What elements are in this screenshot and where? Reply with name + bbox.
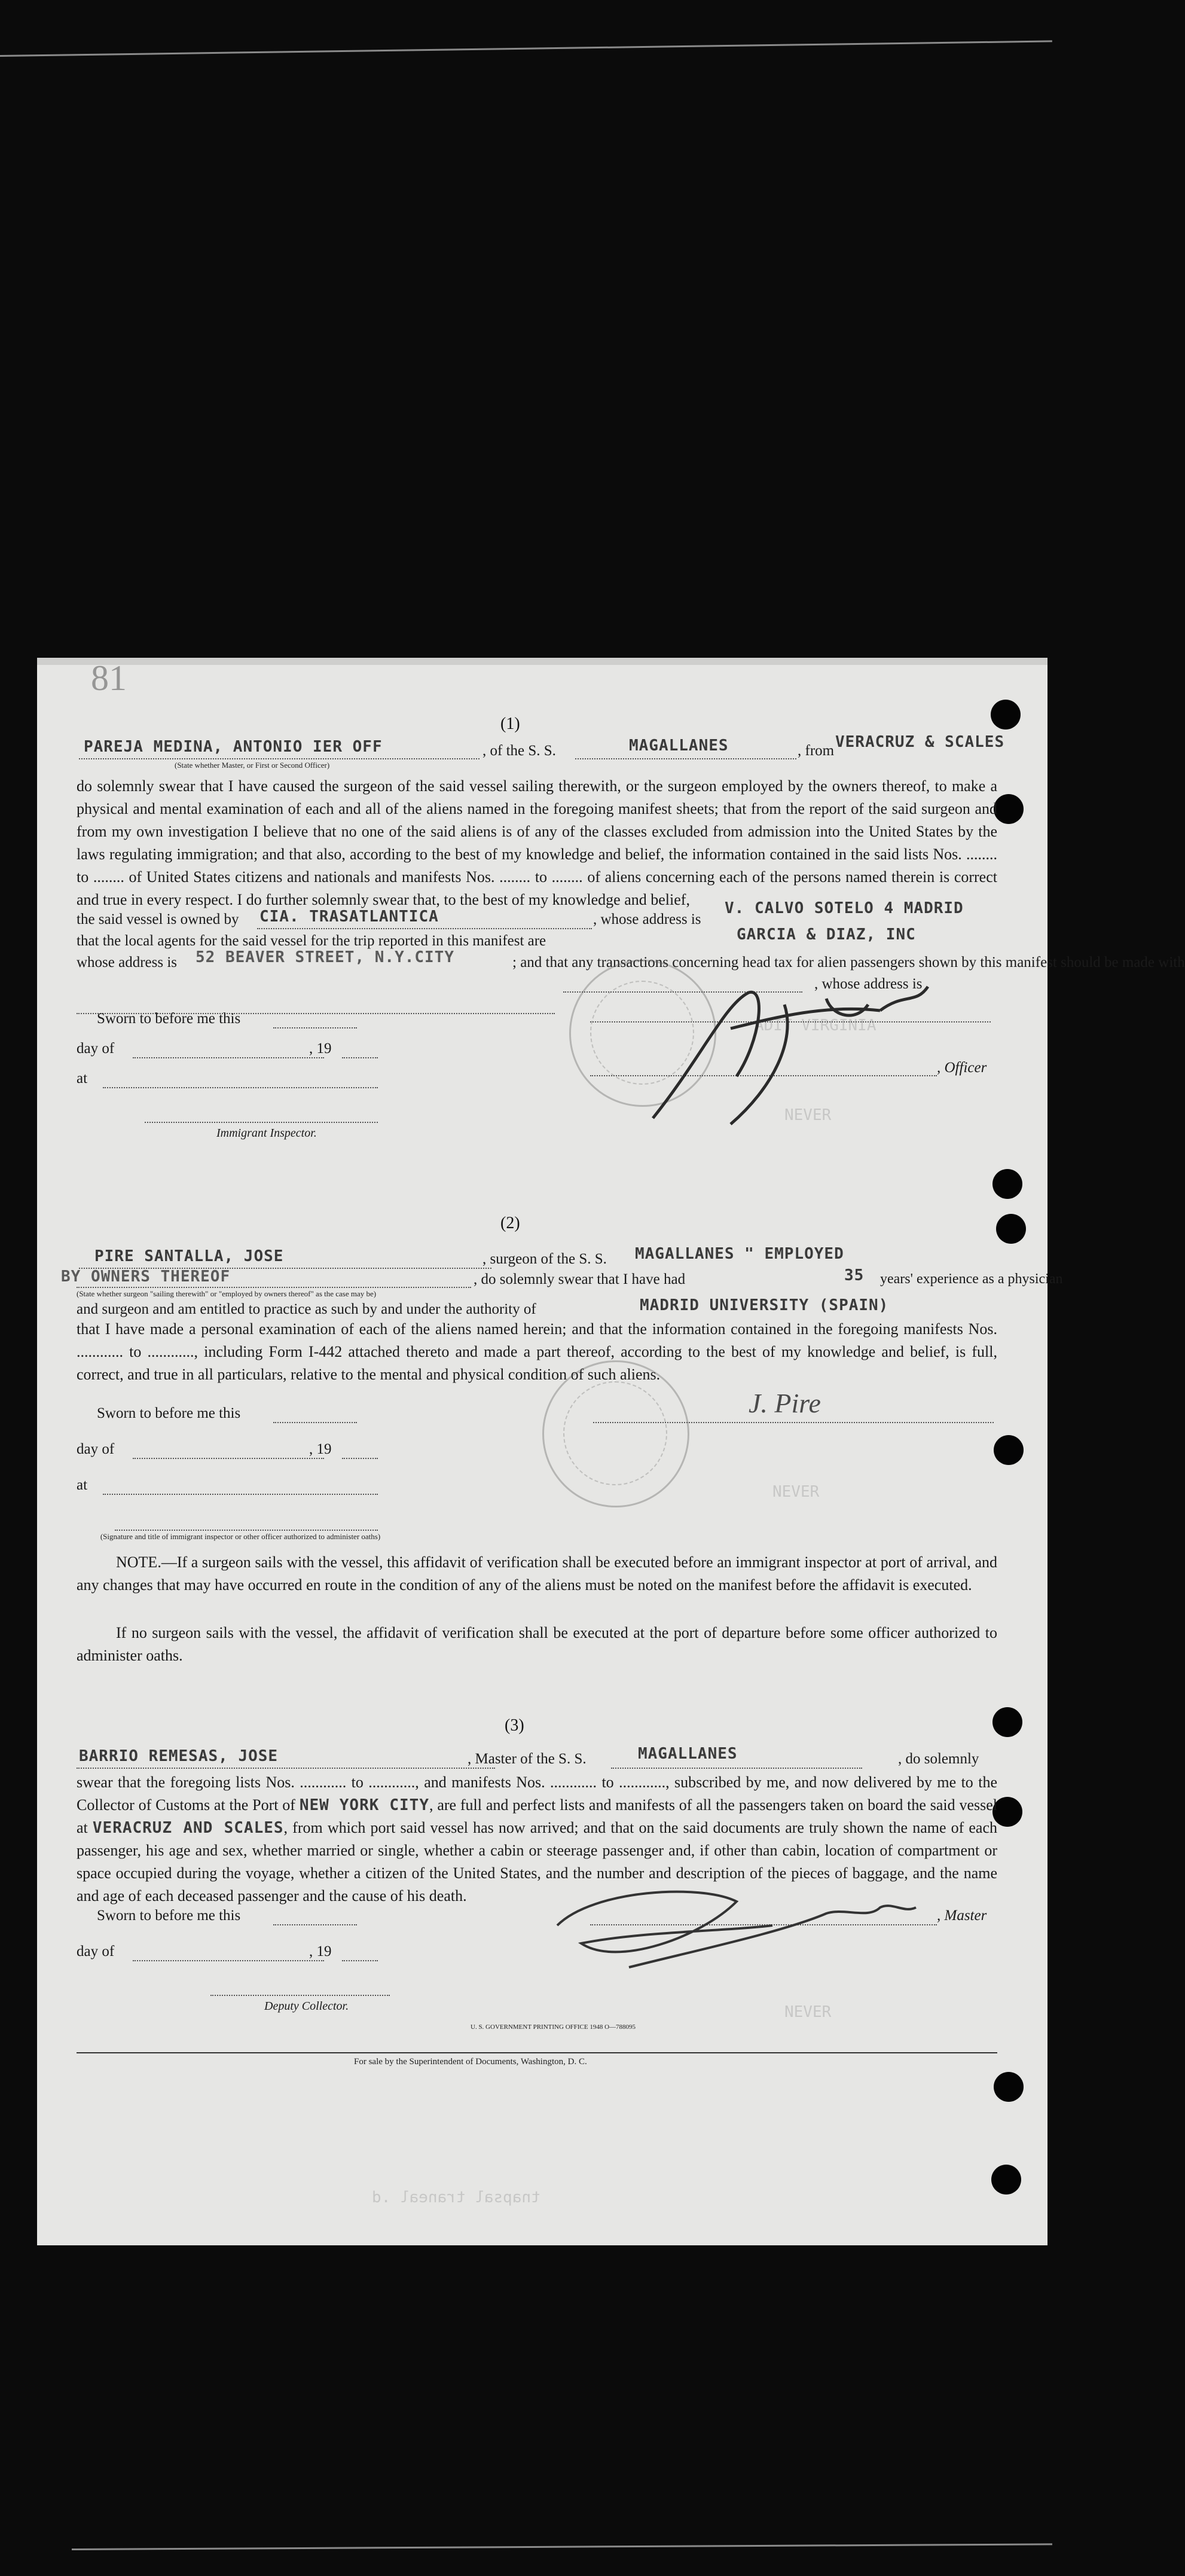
sworn-label: Sworn to before me this	[97, 1011, 241, 1027]
scan-top-edge	[0, 40, 1052, 57]
section-2-number: (2)	[500, 1214, 520, 1232]
day-of-label: day of	[77, 1040, 115, 1057]
sworn-line	[273, 1924, 357, 1925]
surgeon-signature: J. Pire	[749, 1388, 821, 1418]
owner-address: V. CALVO SOTELO 4 MADRID	[725, 899, 964, 917]
section-3-text-part-3: , from which port said vessel has now arrived; and that on the said documents are truly shown the name of each passenger, his age and sex, whether married or single, whether a cabin or steerage passenger and, if other than cabin, location of compartment or space occupied during the voyage, whether a citizen of the United States, and the number and description of the pieces of baggage, and the name and age of each deceased passenger and the cause of his death.	[77, 1819, 998, 1904]
from-label: , from	[798, 743, 835, 759]
footer-text: For sale by the Superintendent of Documents, Washington, D. C.	[354, 2057, 587, 2067]
section-1-oath-text: do solemnly swear that I have caused the surgeon of the said vessel sailing therewith, or the surgeon employed by the owners thereof, to make a physical and mental examination of each and all of the aliens named in the foregoing manifest sheets; that from the report of the said surgeon and from my own investigation I believe that no one of the said aliens is of any of the classes excluded from admission into the United States by the laws regulating immigration; and that also, according to the best of my knowledge and belief, the information contained in the said lists Nos. ........ to ........ of United States citizens and nationals and manifests Nos. ........ to ........ of aliens concerning each of the persons named therein is correct and true in every respect. I do further solemnly swear that, to the best of my knowledge and belief,	[77, 777, 997, 908]
vessel-line	[575, 758, 796, 759]
vessel-owner: CIA. TRASATLANTICA	[259, 908, 439, 926]
master-signature	[629, 969, 940, 1136]
employment-caption: (State whether surgeon "sailing therewith" or "employed by owners thereof" as the case may be)	[77, 1289, 377, 1298]
master-name: BARRIO REMESAS, JOSE	[79, 1747, 279, 1765]
officer-signature-line	[115, 1530, 378, 1531]
section-3-text-part-1: swear that the foregoing lists Nos. ............ to ............, and manifests Nos. ............ to ............, subscribed by me, and now delivered by me to the Collector of Customs at the Port of	[77, 1774, 997, 1814]
master-signature	[545, 1866, 928, 1985]
punch-hole	[991, 700, 1021, 730]
surgeon-vessel-status: MAGALLANES " EMPLOYED	[635, 1245, 844, 1263]
section-3-number: (3)	[505, 1716, 524, 1735]
sworn-label: Sworn to before me this	[97, 1907, 241, 1924]
employed-by-owners: BY OWNERS THEREOF	[61, 1268, 231, 1286]
day-line	[133, 1960, 324, 1961]
master-name-line	[79, 758, 480, 759]
day-line	[133, 1057, 324, 1058]
punch-hole	[994, 794, 1024, 824]
whose-address-is-label: , whose address is	[814, 976, 923, 992]
licensing-authority: MADRID UNIVERSITY (SPAIN)	[640, 1296, 889, 1314]
deputy-signature-line	[210, 1995, 390, 1996]
at-label: at	[77, 1070, 88, 1086]
at-label: at	[77, 1477, 88, 1493]
agents-label: that the local agents for the said vessel for the trip reported in this manifest are	[77, 933, 546, 949]
ship-seal-stamp-inner	[563, 1381, 667, 1485]
embarkation-ports: VERACRUZ AND SCALES	[92, 1819, 284, 1837]
punch-hole	[992, 1707, 1022, 1737]
sworn-line	[273, 1027, 357, 1028]
inspector-title: Immigrant Inspector.	[216, 1127, 317, 1140]
local-agents: GARCIA & DIAZ, INC	[737, 926, 916, 944]
employment-line	[77, 1287, 471, 1288]
year-label: , 19	[309, 1040, 332, 1057]
at-line	[103, 1087, 378, 1088]
scan-bottom-edge	[72, 2543, 1052, 2550]
year-line	[342, 1458, 378, 1459]
footer-rule	[77, 2052, 997, 2053]
punch-hole	[994, 2072, 1024, 2102]
master-caption: (State whether Master, or First or Second Officer)	[175, 761, 330, 770]
punch-hole	[994, 1435, 1024, 1465]
arrival-port: NEW YORK CITY	[299, 1796, 429, 1814]
bleed-through-text: NEVER	[784, 2003, 832, 2021]
vessel-name: MAGALLANES	[638, 1745, 738, 1763]
year-label: , 19	[309, 1441, 332, 1457]
bleed-through-text: NEVER	[784, 1106, 832, 1124]
experience-label: , do solemnly swear that I have had	[474, 1271, 686, 1287]
solemnly-label: , do solemnly	[898, 1751, 979, 1767]
at-line	[103, 1494, 378, 1495]
owner-line	[257, 928, 592, 929]
master-of-label: , Master of the S. S.	[468, 1751, 587, 1767]
authority-label: and surgeon and am entitled to practice as such by and under the authority of	[77, 1301, 536, 1317]
owned-by-label: the said vessel is owned by	[77, 911, 239, 927]
master-name: PAREJA MEDINA, ANTONIO IER OFF	[84, 738, 383, 756]
day-of-label: day of	[77, 1441, 115, 1457]
day-line	[133, 1458, 324, 1459]
sworn-line	[273, 1422, 357, 1423]
owner-address-label: , whose address is	[593, 911, 701, 927]
note-paragraph-2: If no surgeon sails with the vessel, the affidavit of verification shall be executed at the port of departure before some officer authorized to administer oaths.	[77, 1624, 997, 1664]
year-label: , 19	[309, 1943, 332, 1960]
section-3-text-part-2: , are full and perfect lists and manifests of all the passengers taken on board the said vessel at	[77, 1796, 998, 1836]
years-label: years' experience as a physician	[880, 1271, 1063, 1287]
vessel-line	[611, 1768, 862, 1769]
bleed-through-text: NEVER	[772, 1483, 820, 1501]
head-tax-text: ; and that any transactions concerning head tax for alien passengers shown by this manifest should be made with	[512, 954, 1185, 970]
master-title: , Master	[937, 1907, 987, 1924]
note-paragraph-1: NOTE.—If a surgeon sails with the vessel, this affidavit of verification shall be executed before an immigrant inspector at port of arrival, and any changes that may have occurred en route in the condition of any of the aliens must be noted on the manifest before the affidavit is executed.	[77, 1553, 997, 1594]
bleed-through-text: ADIT VIRGINIA	[755, 1017, 876, 1034]
officer-caption: (Signature and title of immigrant inspector or other officer authorized to administer oaths)	[100, 1532, 381, 1541]
surgeon-of-label: , surgeon of the S. S.	[482, 1251, 607, 1267]
departure-port: VERACRUZ & SCALES	[835, 733, 1005, 751]
punch-hole	[992, 1169, 1022, 1199]
agent-address: 52 BEAVER STREET, N.Y.CITY	[196, 948, 454, 966]
deputy-collector-title: Deputy Collector.	[264, 2000, 349, 2013]
officer-title: , Officer	[937, 1060, 987, 1076]
year-line	[342, 1057, 378, 1058]
year-line	[342, 1960, 378, 1961]
margin-number: 81	[91, 658, 127, 698]
agent-address-label: whose address is	[77, 954, 178, 970]
of-the-ss-label: , of the S. S.	[482, 743, 556, 759]
vessel-name: MAGALLANES	[629, 737, 729, 755]
surgeon-name: PIRE SANTALLA, JOSE	[94, 1247, 284, 1265]
inspector-signature-line	[145, 1122, 378, 1123]
section-1-number: (1)	[500, 715, 520, 733]
years-experience: 35	[844, 1266, 865, 1284]
sworn-label: Sworn to before me this	[97, 1405, 241, 1421]
bleed-through-text: tnapsal traneal .d	[372, 2189, 540, 2206]
printer-imprint: U. S. GOVERNMENT PRINTING OFFICE 1948 O—788095	[471, 2023, 636, 2031]
punch-hole	[991, 2165, 1021, 2195]
day-of-label: day of	[77, 1943, 115, 1960]
section-2-oath-text: that I have made a personal examination of each of the aliens named herein; and that the information contained in the foregoing manifests Nos. ............ to ............, including Form I-442 attached thereto and made a part thereof, according to the best of my knowledge and belief, is full, correct, and true in all particulars, relative to the mental and physical condition of such aliens.	[77, 1320, 997, 1383]
manifest-affidavit-page	[37, 658, 1185, 2245]
page-top-shade	[37, 658, 1047, 665]
master-name-line	[77, 1768, 495, 1769]
punch-hole	[996, 1214, 1026, 1244]
